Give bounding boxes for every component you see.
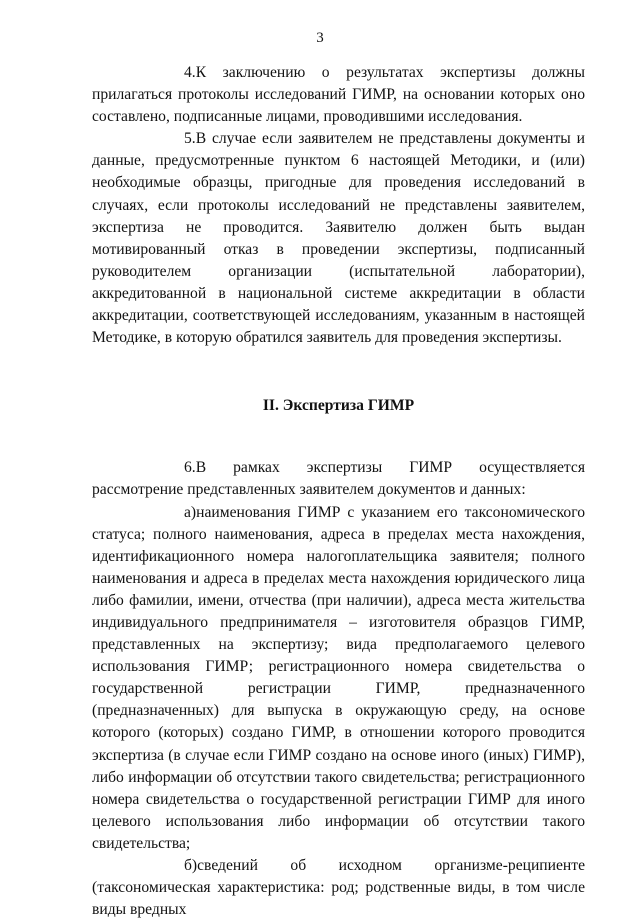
subparagraph-letter: б) xyxy=(184,857,198,874)
section-heading: II. Экспертиза ГИМР xyxy=(262,397,415,415)
subparagraph-text: сведений об исходном организме-реципиенте (таксономическая характеристика: род; родственные виды, в том числе виды вредных xyxy=(92,857,585,919)
subparagraph-letter: а) xyxy=(184,503,197,521)
subparagraph-a xyxy=(92,502,585,856)
subparagraph-text: наименования ГИМР с указанием его таксономического статуса; полного наименования, адреса в пределах места нахождения, идентификационного номера налогоплательщика заявителя; полного наименования и адреса в пределах места нахождения юридического лица либо фамилии, имени, отчества (при наличии), адреса места жительства индивидуального предпринимателя – изготовителя образцов ГИМР, представленных на экспертизу; вида предполагаемого целевого использования ГИМР; регистрационного номера свидетельства о государственной регистрации ГИМР, предназначенного (предназначенных) для выпуска в окружающую среду, на основе которого (которых) создано ГИМР, в отношении которого проводится экспертиза (в случае если ГИМР создано на основе иного (иных) ГИМР), либо информации об отсутствии такого свидетельства; регистрационного номера свидетельства о государственной регистрации ГИМР для иного целевого использования либо информации об отсутствии такого свидетельства; xyxy=(92,503,585,852)
document-body xyxy=(92,62,585,921)
page-number: 3 xyxy=(316,30,324,46)
paragraph-number: 5. xyxy=(184,130,196,148)
paragraph-5 xyxy=(92,128,585,349)
paragraph-text: К заключению о результатах экспертизы должны прилагаться протоколы исследований ГИМР, на основании которых оно составлено, подписанные лицами, проводившими исследования. xyxy=(92,64,585,126)
paragraph-number: 6. xyxy=(184,459,196,477)
paragraph-text: В случае если заявителем не представлены документы и данные, предусмотренные пунктом 6 настоящей Методики, и (или) необходимые образцы, пригодные для проведения исследований в случаях, если протоколы исследований не представлены заявителем, экспертиза не проводится. Заявителю должен быть выдан мотивированный отказ в проведении экспертизы, подписанный руководителем организации (испытательной лаборатории), аккредитованной в национальной системе аккредитации в области аккредитации, соответствующей исследованиям, указанным в настоящей Методике, в которую обратился заявитель для проведения экспертизы. xyxy=(92,130,585,347)
paragraph-6 xyxy=(92,457,585,501)
subparagraph-b xyxy=(92,855,585,921)
paragraph-text: В рамках экспертизы ГИМР осуществляется рассмотрение представленных заявителем документов и данных: xyxy=(92,459,585,499)
paragraph-4 xyxy=(92,62,585,128)
paragraph-number: 4. xyxy=(184,64,196,81)
